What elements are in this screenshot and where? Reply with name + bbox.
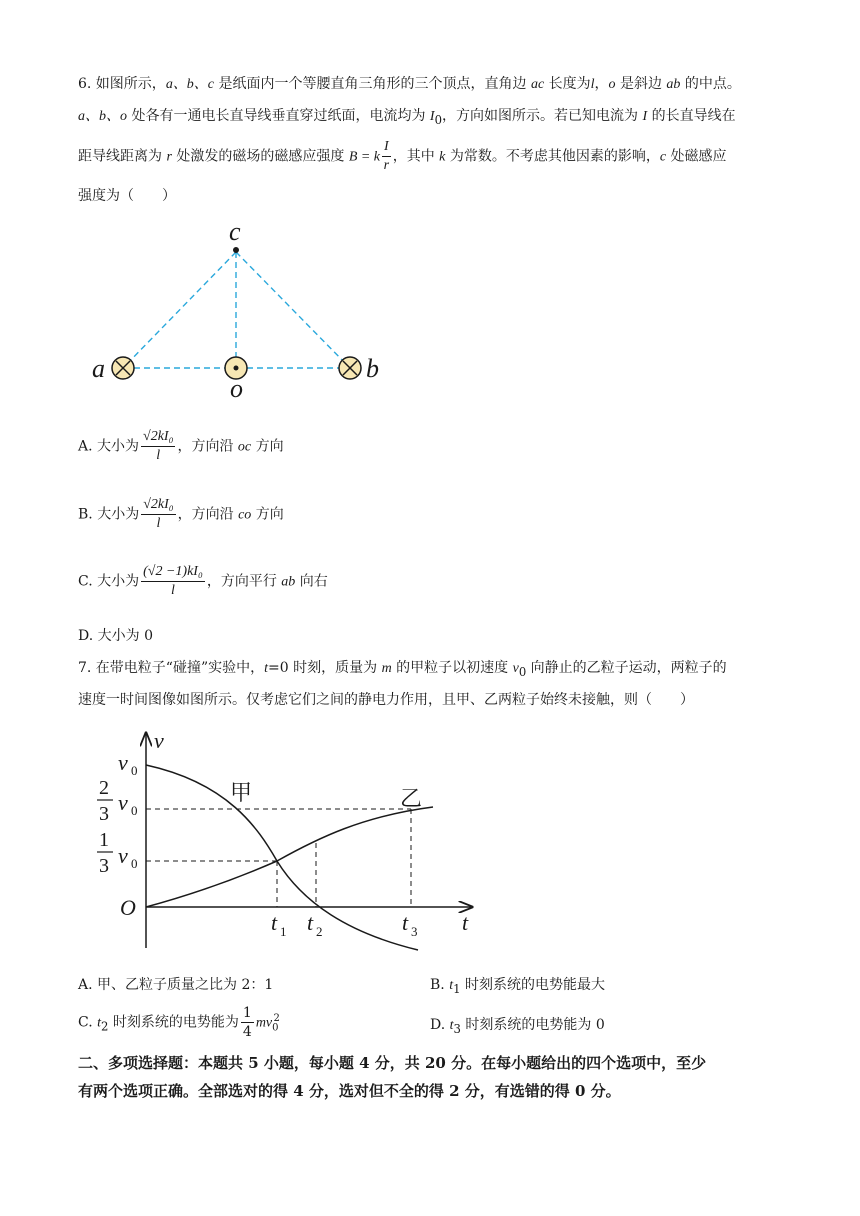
t-axis-label: t — [462, 910, 469, 935]
svg-text:1: 1 — [99, 829, 109, 851]
wire-b-into-page-icon — [339, 357, 361, 379]
svg-text:3: 3 — [99, 855, 109, 877]
q6-line-3: 距导线距离为 r 处激发的磁场的磁感应强度 B = k $\frac{I}{r}$ ，其中 k 为常数。不考虑其他因素的影响，c 处磁感应 — [78, 139, 727, 173]
section-2-heading-line-2: 有两个选项正确。全部选对的得 4 分，选对但不全的得 2 分，有选错的得 0 分。 — [78, 1082, 621, 1100]
svg-text:1: 1 — [280, 924, 287, 939]
svg-text:t: t — [271, 910, 278, 935]
q7-option-d: D. $t_3$ 时刻系统的电势能为 0 — [430, 1017, 605, 1036]
svg-text:2: 2 — [316, 924, 323, 939]
dashed-guides — [146, 809, 411, 907]
velocity-time-graph — [88, 728, 488, 953]
svg-text:0: 0 — [131, 856, 138, 871]
q6-option-b: B. 大小为 $\frac{\text{√2kI₀}}{l}$ ，方向沿 co 方向 — [78, 497, 284, 531]
svg-text:2: 2 — [99, 777, 109, 799]
t1-label — [271, 910, 287, 939]
q7-option-b: B. $t_1$ 时刻系统的电势能最大 — [430, 977, 605, 996]
q6-line-1: 6. 如图所示，a、b、c 是纸面内一个等腰直角三角形的三个顶点，直角边 ac 长度为l，o 是斜边 ab 的中点。 — [78, 76, 741, 92]
svg-text:t: t — [402, 910, 409, 935]
q7-option-c: C. $t_2$ 时刻系统的电势能为 $\frac{1}{4}$ $mv_0^2$ — [78, 1005, 280, 1040]
triangle-figure — [88, 218, 388, 403]
svg-text:3: 3 — [411, 924, 418, 939]
q7-line-2: 速度一时间图像如图所示。仅考虑它们之间的静电力作用，且甲、乙两粒子始终未接触，则（ ） — [78, 692, 694, 708]
formula-b-lhs: B = k — [348, 149, 381, 165]
q7-line-1: 7. 在带电粒子“碰撞”实验中，t=0 时刻，质量为 m 的甲粒子以初速度 $v_0$ 向静止的乙粒子运动，两粒子的 — [78, 660, 727, 679]
one-third-v0-label — [97, 829, 138, 877]
svg-text:v: v — [118, 750, 128, 775]
point-c-dot — [233, 247, 239, 253]
yi-label: 乙 — [400, 786, 423, 811]
label-b: b — [366, 354, 379, 383]
jia-label: 甲 — [230, 780, 253, 805]
q6-line-4: 强度为（ ） — [78, 188, 176, 204]
yi-curve — [146, 807, 433, 907]
svg-text:0: 0 — [131, 803, 138, 818]
label-c: c — [229, 218, 241, 246]
origin-label: O — [120, 895, 136, 920]
svg-text:3: 3 — [99, 803, 109, 825]
two-thirds-v0-label — [97, 777, 138, 825]
q6-option-c: C. 大小为 $\frac{\text{(√2 −1)kI₀}}{l}$ ，方向平行 ab 向右 — [78, 564, 328, 598]
q6-option-d: D. 大小为 0 — [78, 628, 153, 644]
dashed-triangle — [123, 252, 350, 368]
v0-label — [118, 750, 138, 778]
q6-option-a: A. 大小为 $\frac{\text{√2kI₀}}{l}$ ，方向沿 oc 方向 — [78, 429, 284, 463]
t2-label — [307, 910, 323, 939]
section-2-heading-line-1: 二、多项选择题：本题共 5 小题，每小题 4 分，共 20 分。在每小题给出的四个选项中，至少 — [78, 1054, 707, 1072]
svg-text:0: 0 — [131, 763, 138, 778]
q6-line-2: a、b、o 处各有一通电长直导线垂直穿过纸面，电流均为 $I_0$，方向如图所示。若已知电流为 I 的长直导线在 — [78, 108, 736, 127]
svg-text:t: t — [307, 910, 314, 935]
v-axis-label: v — [154, 728, 164, 753]
svg-text:v: v — [118, 790, 128, 815]
label-a: a — [92, 354, 105, 383]
t3-label — [402, 910, 418, 939]
formula-b-fraction: $\frac{I}{r}$ — [383, 139, 390, 173]
label-o: o — [230, 374, 243, 403]
wire-a-into-page-icon — [112, 357, 134, 379]
q7-option-a: A. 甲、乙粒子质量之比为 2：1 — [78, 977, 274, 993]
svg-text:v: v — [118, 843, 128, 868]
